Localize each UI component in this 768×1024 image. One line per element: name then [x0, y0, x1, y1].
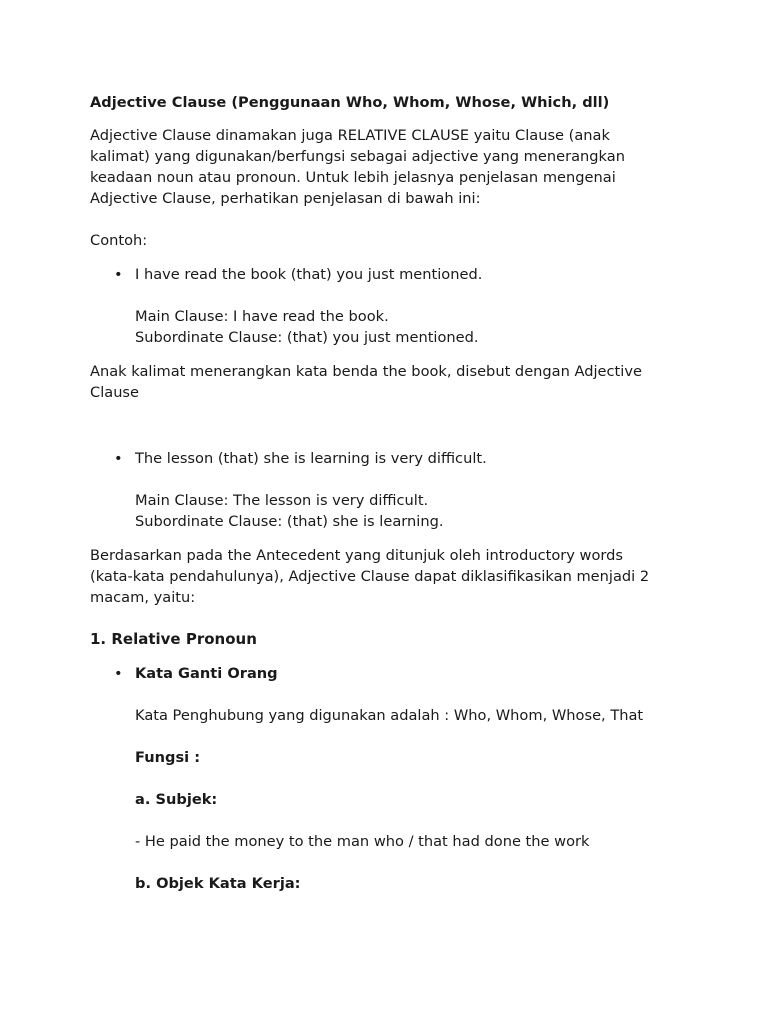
- fungsi-label: Fungsi :: [135, 749, 201, 766]
- example2-sentence: The lesson (that) she is learning is very difficult.: [135, 450, 487, 467]
- intro-paragraph: [90, 125, 690, 209]
- example1-main-clause: Main Clause: I have read the book.: [135, 308, 389, 325]
- example2-main-clause: Main Clause: The lesson is very difficult.: [135, 492, 429, 509]
- document-page: [90, 92, 690, 894]
- intro-line: keadaan noun atau pronoun. Untuk lebih jelasnya penjelasan mengenai: [90, 169, 616, 186]
- subjek-example: - He paid the money to the man who / that had done the work: [135, 833, 590, 850]
- bullet-icon: •: [114, 266, 123, 283]
- subjek-label: a. Subjek:: [135, 791, 218, 808]
- explanation-paragraph: [90, 361, 690, 403]
- section1-heading: 1. Relative Pronoun: [90, 630, 257, 648]
- intro-line: kalimat) yang digunakan/berfungsi sebagai adjective yang menerangkan: [90, 148, 625, 165]
- intro-line: Adjective Clause dinamakan juga RELATIVE CLAUSE yaitu Clause (anak: [90, 127, 610, 144]
- classification-line: Berdasarkan pada the Antecedent yang ditunjuk oleh introductory words: [90, 547, 624, 564]
- section1-bullet-label: Kata Ganti Orang: [135, 665, 278, 682]
- classification-paragraph: [90, 545, 690, 608]
- example2-bullet: [90, 448, 690, 469]
- document-title: Adjective Clause (Penggunaan Who, Whom, Whose, Which, dll): [90, 94, 610, 111]
- example1-bullet: [90, 264, 690, 285]
- example2-subordinate-clause: Subordinate Clause: (that) she is learning.: [135, 513, 444, 530]
- connector-text: Kata Penghubung yang digunakan adalah : Who, Whom, Whose, That: [135, 707, 644, 724]
- explanation-line: Clause: [90, 384, 140, 401]
- intro-line: Adjective Clause, perhatikan penjelasan di bawah ini:: [90, 190, 481, 207]
- example1-subordinate-clause: Subordinate Clause: (that) you just mentioned.: [135, 329, 479, 346]
- example1-sentence: I have read the book (that) you just mentioned.: [135, 266, 483, 283]
- explanation-line: Anak kalimat menerangkan kata benda the book, disebut dengan Adjective: [90, 363, 642, 380]
- bullet-icon: •: [114, 450, 123, 467]
- classification-line: (kata-kata pendahulunya), Adjective Clause dapat diklasifikasikan menjadi 2: [90, 568, 650, 585]
- section1-bullet: [90, 663, 690, 684]
- contoh-label: Contoh:: [90, 232, 148, 249]
- example2-clauses: [90, 490, 690, 532]
- objek-label: b. Objek Kata Kerja:: [135, 875, 301, 892]
- classification-line: macam, yaitu:: [90, 589, 196, 606]
- bullet-icon: •: [114, 665, 123, 682]
- example1-clauses: [90, 306, 690, 348]
- section1-content: [90, 705, 690, 894]
